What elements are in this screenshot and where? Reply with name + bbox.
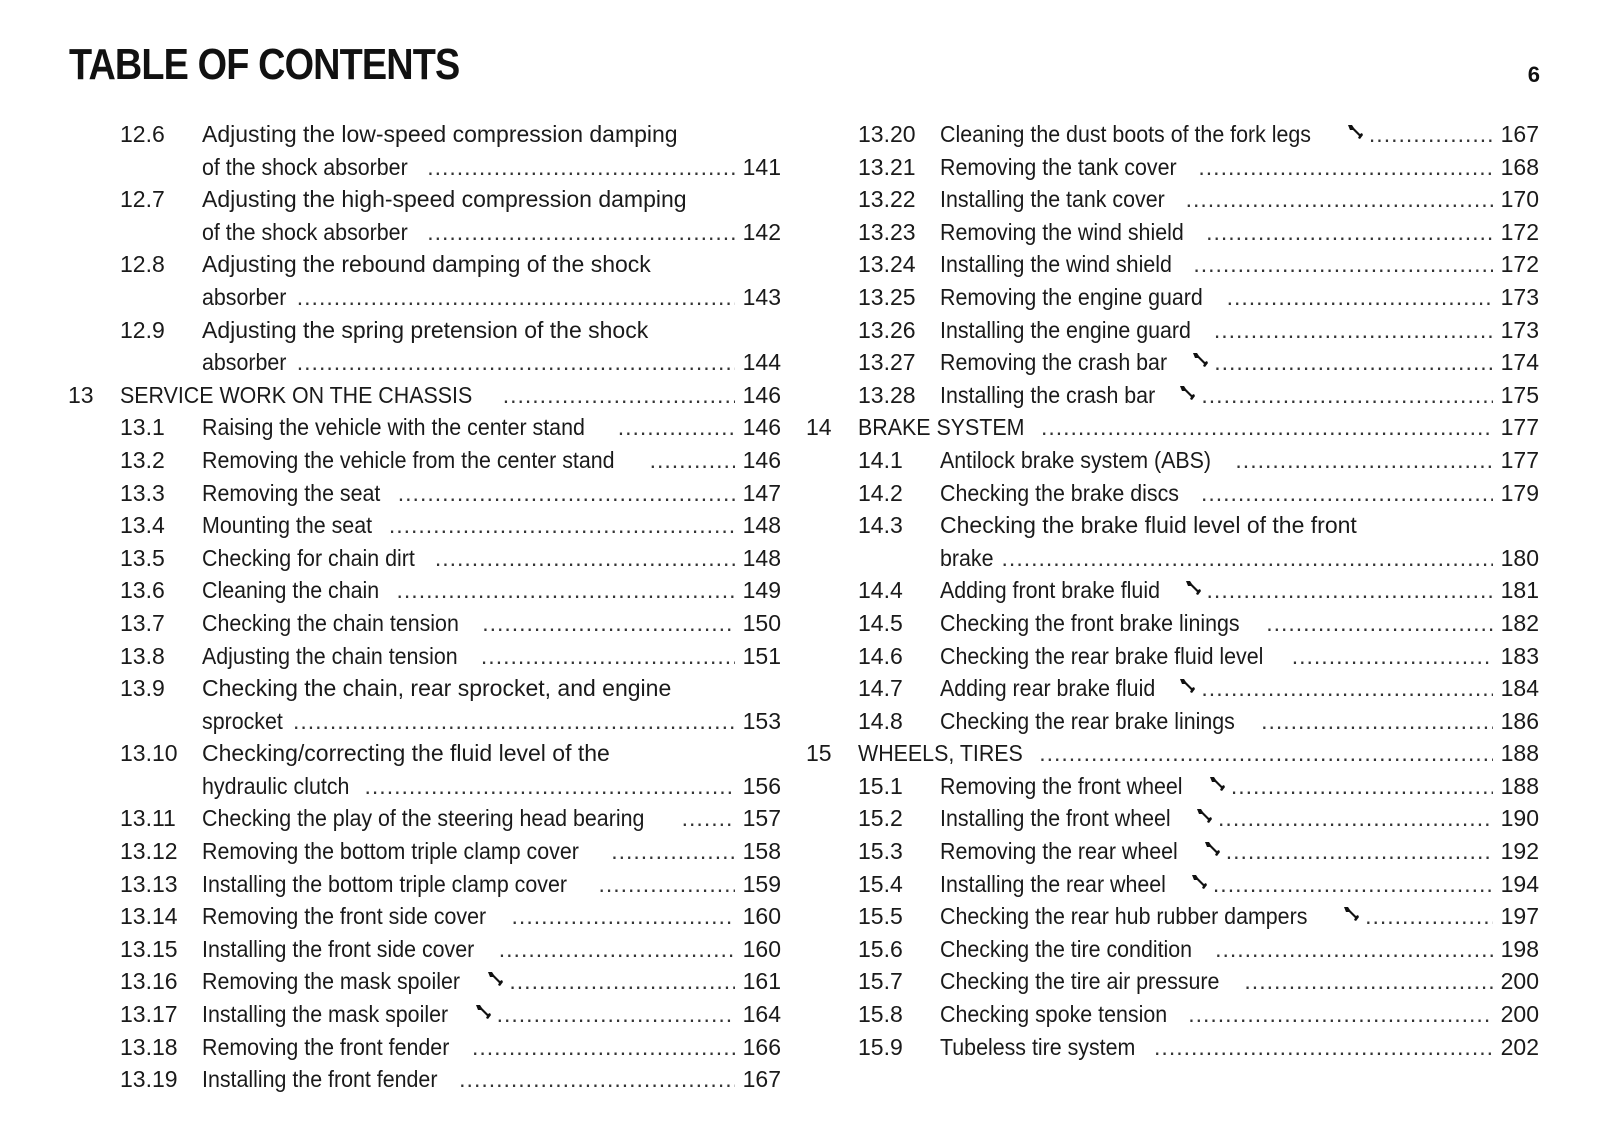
dot-leader xyxy=(650,444,735,477)
entry-title: Adjusting the high-speed compression damping xyxy=(202,186,687,213)
entry-number: 15.3 xyxy=(858,838,903,865)
page-number: 6 xyxy=(1527,62,1540,87)
dot-leader xyxy=(1207,574,1493,607)
dot-leader xyxy=(1188,998,1493,1031)
entry-number: 12.6 xyxy=(120,121,165,147)
page-reference[interactable]: 194 xyxy=(1500,870,1539,897)
page-reference[interactable]: 151 xyxy=(742,642,781,669)
entry-title: Installing the front fender xyxy=(202,1066,438,1093)
toc-section-entry[interactable] xyxy=(68,542,781,575)
page-reference[interactable]: 177 xyxy=(1500,414,1539,441)
dot-leader xyxy=(1227,281,1493,314)
toc-section-entry[interactable] xyxy=(68,248,781,313)
toc-section-entry[interactable] xyxy=(68,900,781,933)
page-reference[interactable]: 188 xyxy=(1500,772,1539,799)
toc-section-entry[interactable] xyxy=(806,998,1539,1031)
toc-section-entry[interactable] xyxy=(68,574,781,607)
entry-title: Installing the engine guard xyxy=(940,316,1191,343)
dot-leader xyxy=(389,509,735,542)
entry-title: brake xyxy=(940,544,994,571)
page-reference[interactable]: 197 xyxy=(1500,903,1539,930)
page-reference[interactable]: 166 xyxy=(742,1033,781,1060)
toc-section-entry[interactable] xyxy=(806,607,1539,640)
dot-leader xyxy=(427,151,735,184)
entry-number: 13.23 xyxy=(858,218,916,245)
entry-number: 13.25 xyxy=(858,283,916,310)
entry-title: Installing the front wheel xyxy=(940,805,1171,832)
entry-title: of the shock absorber xyxy=(202,153,408,180)
toc-section-entry[interactable] xyxy=(806,835,1539,868)
dot-leader xyxy=(618,411,735,444)
entry-title: SERVICE WORK ON THE CHASSIS xyxy=(120,381,473,408)
dot-leader xyxy=(1186,183,1493,216)
page-reference[interactable]: 146 xyxy=(742,414,781,441)
entry-number: 13.22 xyxy=(858,186,916,213)
page-reference[interactable]: 174 xyxy=(1500,349,1539,376)
page-reference[interactable]: 192 xyxy=(1500,838,1539,865)
page-reference[interactable]: 149 xyxy=(742,577,781,604)
page-reference[interactable]: 172 xyxy=(1500,251,1539,278)
dot-leader xyxy=(297,346,735,379)
toc-section-entry[interactable] xyxy=(68,998,781,1031)
page-reference[interactable]: 186 xyxy=(1500,707,1539,734)
wrench-icon xyxy=(1194,802,1214,822)
entry-title: Checking/correcting the fluid level of the xyxy=(202,740,610,767)
entry-title: Checking the chain, rear sprocket, and engine xyxy=(202,675,672,702)
entry-title: BRAKE SYSTEM xyxy=(858,414,1025,441)
entry-number: 14.6 xyxy=(858,642,903,669)
entry-title: Raising the vehicle with the center stand xyxy=(202,414,585,441)
entry-number: 13.10 xyxy=(120,740,178,767)
toc-section-entry[interactable] xyxy=(68,965,781,998)
entry-title: Installing the crash bar xyxy=(940,381,1156,408)
page-reference[interactable]: 173 xyxy=(1500,283,1539,310)
dot-leader xyxy=(1235,444,1493,477)
page-reference[interactable]: 146 xyxy=(742,446,781,473)
dot-leader xyxy=(482,607,735,640)
entry-title: Checking for chain dirt xyxy=(202,544,415,571)
entry-title: Installing the tank cover xyxy=(940,186,1165,213)
toc-section-entry[interactable] xyxy=(68,672,781,737)
entry-number: 15.6 xyxy=(858,935,903,962)
page-reference[interactable]: 161 xyxy=(742,968,781,995)
entry-number: 13.2 xyxy=(120,446,165,473)
entry-title: Installing the front side cover xyxy=(202,935,475,962)
entry-number: 13.5 xyxy=(120,544,165,571)
wrench-icon xyxy=(1207,770,1227,790)
page-reference[interactable]: 167 xyxy=(1500,121,1539,147)
entry-title: Removing the seat xyxy=(202,479,381,506)
dot-leader xyxy=(1214,346,1493,379)
page-reference[interactable]: 183 xyxy=(1500,642,1539,669)
entry-number: 13.26 xyxy=(858,316,916,343)
entry-number: 13.15 xyxy=(120,935,178,962)
page-reference[interactable]: 147 xyxy=(742,479,781,506)
entry-title: hydraulic clutch xyxy=(202,772,350,799)
page-reference[interactable]: 143 xyxy=(742,283,781,310)
dot-leader xyxy=(472,1031,735,1064)
page-reference[interactable]: 182 xyxy=(1500,609,1539,636)
page-reference[interactable]: 168 xyxy=(1500,153,1539,180)
entry-title: Mounting the seat xyxy=(202,512,373,539)
toc-section-entry[interactable] xyxy=(806,444,1539,477)
entry-number: 13.21 xyxy=(858,153,916,180)
entry-title: Checking spoke tension xyxy=(940,1001,1168,1028)
entry-number: 15.2 xyxy=(858,805,903,832)
entry-title: Removing the crash bar xyxy=(940,349,1168,376)
toc-section-entry[interactable] xyxy=(68,444,781,477)
page-reference[interactable]: 184 xyxy=(1500,675,1539,702)
dot-leader xyxy=(1041,411,1493,444)
dot-leader xyxy=(1206,216,1493,249)
page-reference[interactable]: 202 xyxy=(1500,1033,1539,1060)
dot-leader xyxy=(397,574,735,607)
wrench-icon xyxy=(1177,379,1197,399)
entry-title: Installing the wind shield xyxy=(940,251,1172,278)
page-reference[interactable]: 150 xyxy=(742,609,781,636)
toc-section-entry[interactable] xyxy=(68,1063,781,1096)
page-reference[interactable]: 142 xyxy=(742,218,781,245)
page-reference[interactable]: 181 xyxy=(1500,577,1539,604)
entry-number: 15 xyxy=(806,740,832,767)
page-reference[interactable]: 159 xyxy=(742,870,781,897)
page-reference[interactable]: 156 xyxy=(742,772,781,799)
page-reference[interactable]: 148 xyxy=(742,512,781,539)
wrench-icon xyxy=(1190,346,1210,366)
entry-number: 13.27 xyxy=(858,349,916,376)
entry-number: 15.4 xyxy=(858,870,903,897)
entry-title: absorber xyxy=(202,283,287,310)
entry-number: 15.1 xyxy=(858,772,903,799)
entry-title: absorber xyxy=(202,349,287,376)
entry-title: Removing the wind shield xyxy=(940,218,1184,245)
entry-number: 15.9 xyxy=(858,1033,903,1060)
entry-title: Removing the tank cover xyxy=(940,153,1177,180)
dot-leader xyxy=(1198,151,1493,184)
dot-leader xyxy=(365,770,735,803)
page-reference[interactable]: 153 xyxy=(742,707,781,734)
entry-title: Checking the play of the steering head bearing xyxy=(202,805,645,832)
entry-number: 12.7 xyxy=(120,186,165,213)
dot-leader xyxy=(1215,933,1493,966)
toc-column-left xyxy=(68,118,781,1096)
toc-section-entry[interactable] xyxy=(68,640,781,673)
toc-section-entry[interactable] xyxy=(68,509,781,542)
page-reference[interactable]: 198 xyxy=(1500,935,1539,962)
entry-title: Removing the bottom triple clamp cover xyxy=(202,838,579,865)
toc-section-entry[interactable] xyxy=(68,868,781,901)
entry-title: Installing the rear wheel xyxy=(940,870,1166,897)
dot-leader xyxy=(497,998,735,1031)
entry-number: 14.4 xyxy=(858,577,903,604)
toc-section-entry[interactable] xyxy=(806,933,1539,966)
dot-leader xyxy=(1218,802,1493,835)
entry-title: Checking the chain tension xyxy=(202,609,459,636)
page-reference[interactable]: 146 xyxy=(742,381,781,408)
page-reference[interactable]: 188 xyxy=(1500,740,1539,767)
toc-section-entry[interactable] xyxy=(806,281,1539,314)
entry-title: Removing the engine guard xyxy=(940,283,1203,310)
dot-leader xyxy=(293,705,735,738)
toc-section-entry[interactable] xyxy=(806,216,1539,249)
toc-section-entry[interactable] xyxy=(806,477,1539,510)
dot-leader xyxy=(1193,248,1493,281)
page-reference[interactable]: 158 xyxy=(742,838,781,865)
entry-number: 13.12 xyxy=(120,838,178,865)
entry-title: Antilock brake system (ABS) xyxy=(940,446,1212,473)
entry-title: Checking the brake fluid level of the front xyxy=(940,512,1357,539)
toc-section-entry[interactable] xyxy=(806,965,1539,998)
toc-section-entry[interactable] xyxy=(806,248,1539,281)
toc-section-entry[interactable] xyxy=(806,868,1539,901)
toc-chapter-entry[interactable] xyxy=(68,379,781,412)
toc-section-entry[interactable] xyxy=(806,770,1539,803)
toc-section-entry[interactable] xyxy=(68,802,781,835)
wrench-icon xyxy=(1341,900,1361,920)
toc-section-entry[interactable] xyxy=(68,933,781,966)
toc-section-entry[interactable] xyxy=(68,411,781,444)
entry-title: Cleaning the chain xyxy=(202,577,380,604)
entry-number: 13.6 xyxy=(120,577,165,604)
dot-leader xyxy=(1039,737,1493,770)
entry-number: 12.9 xyxy=(120,316,165,343)
entry-title: Removing the front wheel xyxy=(940,772,1183,799)
toc-section-entry[interactable] xyxy=(68,314,781,379)
dot-leader xyxy=(297,281,735,314)
page-reference[interactable]: 144 xyxy=(742,349,781,376)
entry-number: 14.7 xyxy=(858,675,903,702)
entry-title: sprocket xyxy=(202,707,283,734)
page-reference[interactable]: 180 xyxy=(1500,544,1539,571)
page-reference[interactable]: 167 xyxy=(742,1066,781,1093)
page-reference[interactable]: 170 xyxy=(1500,186,1539,213)
dot-leader xyxy=(481,640,735,673)
entry-number: 13.24 xyxy=(858,251,916,278)
dot-leader xyxy=(1213,868,1493,901)
dot-leader xyxy=(682,802,735,835)
entry-number: 14 xyxy=(806,414,832,441)
entry-title: Adding front brake fluid xyxy=(940,577,1160,604)
entry-title: Cleaning the dust boots of the fork legs xyxy=(940,121,1311,147)
toc-section-entry[interactable] xyxy=(806,151,1539,184)
page-reference[interactable]: 172 xyxy=(1500,218,1539,245)
entry-title: Checking the rear brake fluid level xyxy=(940,642,1264,669)
entry-number: 13.7 xyxy=(120,609,165,636)
toc-section-entry[interactable] xyxy=(806,314,1539,347)
toc-section-entry[interactable] xyxy=(68,737,781,802)
entry-title: Checking the front brake linings xyxy=(940,609,1240,636)
entry-number: 14.8 xyxy=(858,707,903,734)
wrench-icon xyxy=(1183,574,1203,594)
toc-section-entry[interactable] xyxy=(806,346,1539,379)
toc-section-entry[interactable] xyxy=(806,802,1539,835)
entry-title: of the shock absorber xyxy=(202,218,408,245)
entry-number: 15.8 xyxy=(858,1001,903,1028)
dot-leader xyxy=(427,216,735,249)
entry-title: Removing the rear wheel xyxy=(940,838,1178,865)
page-reference[interactable]: 160 xyxy=(742,903,781,930)
dot-leader xyxy=(598,868,735,901)
entry-title: Checking the tire air pressure xyxy=(940,968,1220,995)
entry-title: Adjusting the chain tension xyxy=(202,642,458,669)
dot-leader xyxy=(1261,705,1493,738)
entry-title: Installing the mask spoiler xyxy=(202,1001,449,1028)
entry-title: Removing the front fender xyxy=(202,1033,450,1060)
page-reference[interactable]: 164 xyxy=(742,1001,781,1028)
toc-section-entry[interactable] xyxy=(806,379,1539,412)
wrench-icon xyxy=(1177,672,1197,692)
entry-number: 13.13 xyxy=(120,870,178,897)
entry-number: 13.17 xyxy=(120,1001,178,1028)
dot-leader xyxy=(459,1063,735,1096)
toc-section-entry[interactable] xyxy=(806,118,1539,151)
toc-section-entry[interactable] xyxy=(806,900,1539,933)
dot-leader xyxy=(1214,314,1493,347)
toc-section-entry[interactable] xyxy=(68,607,781,640)
dot-leader xyxy=(1266,607,1493,640)
entry-number: 13 xyxy=(68,381,94,408)
entry-number: 13.11 xyxy=(120,805,176,832)
entry-title: Removing the mask spoiler xyxy=(202,968,460,995)
entry-title: Adding rear brake fluid xyxy=(940,675,1156,702)
toc-section-entry[interactable] xyxy=(68,1031,781,1064)
toc-section-entry[interactable] xyxy=(806,640,1539,673)
entry-title: Checking the rear brake linings xyxy=(940,707,1235,734)
entry-title: Adjusting the spring pretension of the shock xyxy=(202,316,649,343)
page-reference[interactable]: 175 xyxy=(1500,381,1539,408)
wrench-icon xyxy=(473,998,493,1018)
dot-leader xyxy=(1154,1031,1493,1064)
page-reference[interactable]: 160 xyxy=(742,935,781,962)
entry-number: 13.1 xyxy=(120,414,165,441)
dot-leader xyxy=(1002,542,1493,575)
dot-leader xyxy=(611,835,735,868)
page-reference[interactable]: 200 xyxy=(1500,968,1539,995)
wrench-icon xyxy=(1345,118,1365,138)
toc-section-entry[interactable] xyxy=(806,1031,1539,1064)
dot-leader xyxy=(1231,770,1493,803)
entry-number: 14.3 xyxy=(858,512,903,539)
entry-title: Adjusting the low-speed compression damping xyxy=(202,121,678,147)
dot-leader xyxy=(1365,900,1493,933)
entry-number: 13.28 xyxy=(858,381,916,408)
toc-section-entry[interactable] xyxy=(68,835,781,868)
dot-leader xyxy=(398,477,735,510)
toc-chapter-entry[interactable] xyxy=(806,411,1539,444)
entry-title: Tubeless tire system xyxy=(940,1033,1136,1060)
entry-title: Removing the vehicle from the center stand xyxy=(202,446,615,473)
toc-section-entry[interactable] xyxy=(806,183,1539,216)
entry-number: 13.3 xyxy=(120,479,165,506)
toc-section-entry[interactable] xyxy=(806,705,1539,738)
dot-leader xyxy=(1244,965,1493,998)
entry-title: Checking the rear hub rubber dampers xyxy=(940,903,1308,930)
toc-section-entry[interactable] xyxy=(68,118,781,183)
dot-leader xyxy=(1201,379,1493,412)
toc-section-entry[interactable] xyxy=(806,574,1539,607)
entry-number: 13.16 xyxy=(120,968,178,995)
page-title: TABLE OF CONTENTS xyxy=(69,40,460,89)
dot-leader xyxy=(1201,477,1493,510)
entry-title: Checking the tire condition xyxy=(940,935,1193,962)
page-reference[interactable]: 141 xyxy=(742,153,781,180)
entry-title: WHEELS, TIRES xyxy=(858,740,1023,767)
entry-title: Installing the bottom triple clamp cover xyxy=(202,870,567,897)
entry-title: Checking the brake discs xyxy=(940,479,1179,506)
entry-number: 13.18 xyxy=(120,1033,178,1060)
entry-number: 13.14 xyxy=(120,903,178,930)
wrench-icon xyxy=(1189,868,1209,888)
page-reference[interactable]: 179 xyxy=(1500,479,1539,506)
entry-number: 14.5 xyxy=(858,609,903,636)
entry-title: Adjusting the rebound damping of the shock xyxy=(202,251,651,278)
wrench-icon xyxy=(485,965,505,985)
toc-section-entry[interactable] xyxy=(68,477,781,510)
entry-number: 13.9 xyxy=(120,675,165,702)
dot-leader xyxy=(509,965,735,998)
entry-number: 13.20 xyxy=(858,121,916,147)
dot-leader xyxy=(512,900,735,933)
toc-section-entry[interactable] xyxy=(806,509,1539,574)
dot-leader xyxy=(1201,672,1493,705)
dot-leader xyxy=(1369,118,1493,151)
page-reference[interactable]: 177 xyxy=(1500,446,1539,473)
dot-leader xyxy=(1292,640,1493,673)
entry-number: 12.8 xyxy=(120,251,165,278)
entry-number: 15.7 xyxy=(858,968,903,995)
page-reference[interactable]: 173 xyxy=(1500,316,1539,343)
entry-number: 14.1 xyxy=(858,446,903,473)
toc-section-entry[interactable] xyxy=(68,183,781,248)
page-reference[interactable]: 190 xyxy=(1500,805,1539,832)
entry-number: 13.19 xyxy=(120,1066,178,1093)
toc-section-entry[interactable] xyxy=(806,672,1539,705)
toc-column-right xyxy=(806,118,1539,1063)
page-reference[interactable]: 148 xyxy=(742,544,781,571)
wrench-icon xyxy=(1202,835,1222,855)
entry-number: 15.5 xyxy=(858,903,903,930)
dot-leader xyxy=(1226,835,1493,868)
entry-number: 13.4 xyxy=(120,512,165,539)
entry-title: Removing the front side cover xyxy=(202,903,487,930)
page-reference[interactable]: 157 xyxy=(742,805,781,832)
dot-leader xyxy=(435,542,735,575)
dot-leader xyxy=(503,379,735,412)
page-reference[interactable]: 200 xyxy=(1500,1001,1539,1028)
entry-number: 13.8 xyxy=(120,642,165,669)
toc-chapter-entry[interactable] xyxy=(806,737,1539,770)
dot-leader xyxy=(499,933,735,966)
entry-number: 14.2 xyxy=(858,479,903,506)
